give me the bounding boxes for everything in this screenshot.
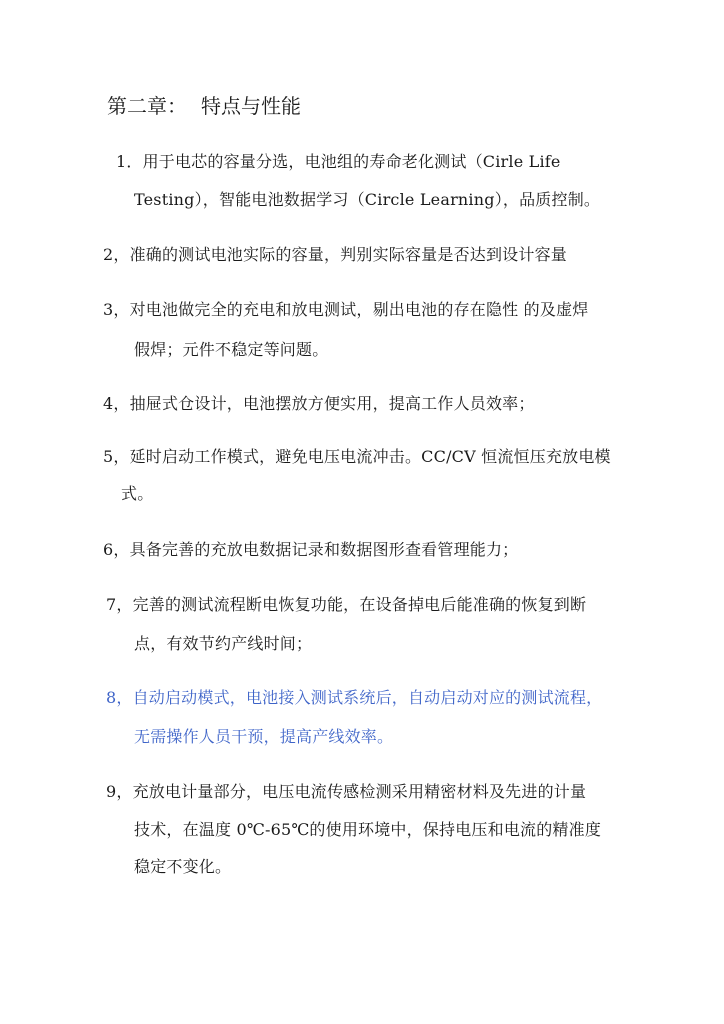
list-item-7-line-2: 点，有效节约产线时间； (134, 634, 313, 653)
list-item-5-line-1: 5，延时启动工作模式，避免电压电流冲击。CC/CV 恒流恒压充放电模 (103, 447, 611, 466)
chapter-number: 第二章： (107, 94, 187, 118)
list-item-5-line-2: 式。 (121, 484, 154, 503)
list-item-8-line-1: 8，自动启动模式，电池接入测试系统后，自动启动对应的测试流程， (106, 688, 603, 707)
list-item-6-line-1: 6，具备完善的充放电数据记录和数据图形查看管理能力； (103, 540, 519, 559)
list-item-1-line-1: 1．用于电芯的容量分选，电池组的寿命老化测试（Cirle Life (116, 152, 561, 171)
chapter-title: 特点与性能 (201, 94, 301, 118)
list-item-9-line-1: 9，充放电计量部分，电压电流传感检测采用精密材料及先进的计量 (106, 782, 587, 801)
list-item-3-line-2: 假焊；元件不稳定等问题。 (134, 340, 329, 359)
list-item-1-line-2: Testing），智能电池数据学习（Circle Learning），品质控制。 (134, 190, 601, 209)
list-item-7-line-1: 7，完善的测试流程断电恢复功能，在设备掉电后能准确的恢复到断 (106, 595, 587, 614)
list-item-4-line-1: 4，抽屉式仓设计，电池摆放方便实用，提高工作人员效率； (103, 394, 535, 413)
list-item-8-line-2: 无需操作人员干预，提高产线效率。 (134, 727, 394, 746)
list-item-9-line-2: 技术，在温度 0℃-65℃的使用环境中，保持电压和电流的精准度 (134, 820, 602, 839)
list-item-3-line-1: 3，对电池做完全的充电和放电测试，剔出电池的存在隐性 的及虚焊 (103, 300, 589, 319)
list-item-9-line-3: 稳定不变化。 (134, 857, 232, 876)
chapter-heading (107, 92, 301, 120)
list-item-2-line-1: 2，准确的测试电池实际的容量，判别实际容量是否达到设计容量 (103, 245, 567, 264)
